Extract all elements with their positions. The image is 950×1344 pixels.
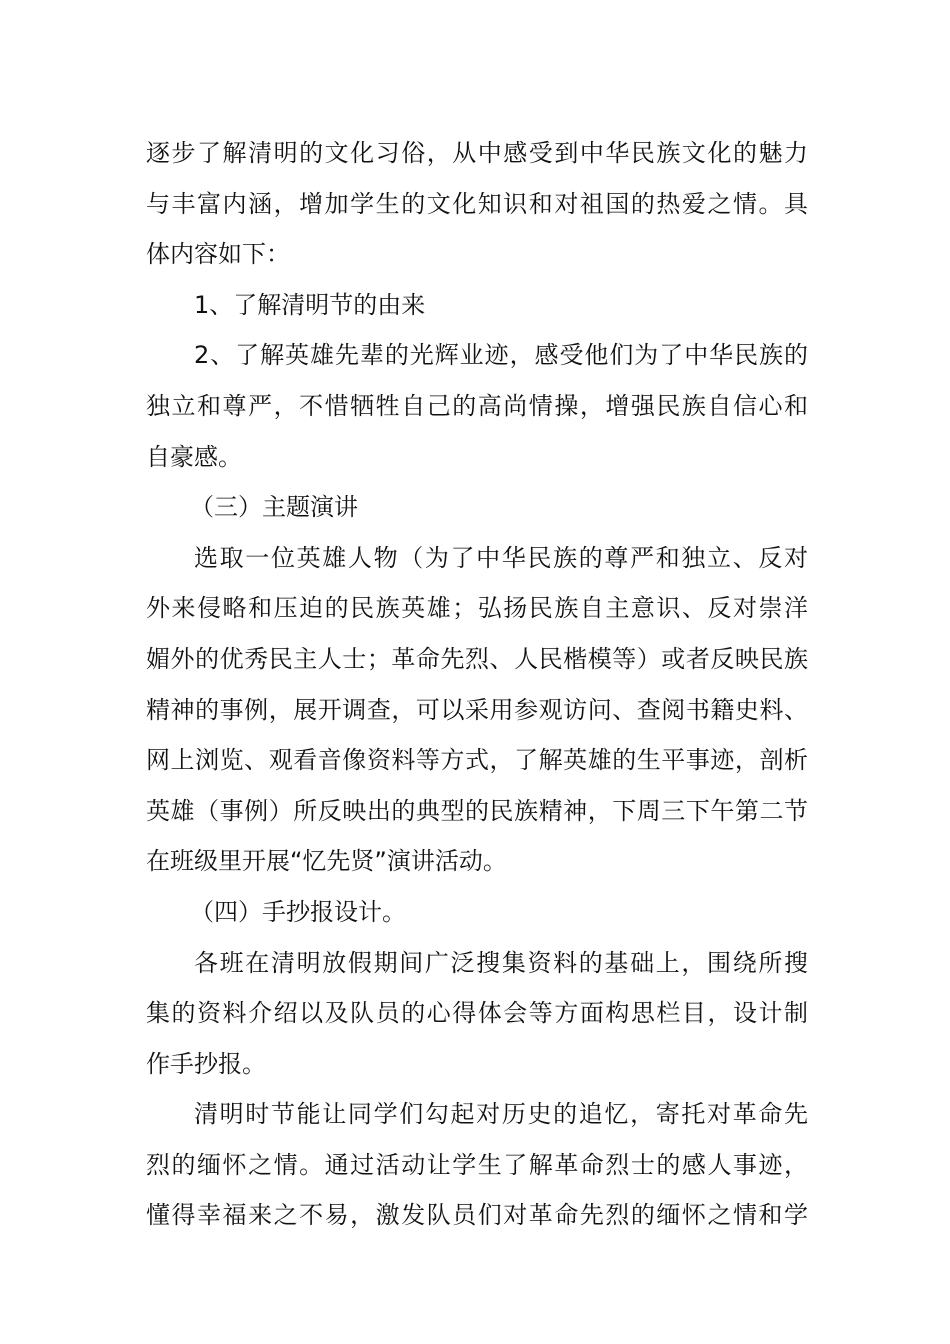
text-line: 选取一位英雄人物（为了中华民族的尊严和独立、反对	[194, 543, 808, 572]
text-line: 作手抄报。	[146, 1049, 266, 1078]
text-line: 独立和尊严，不惜牺牲自己的高尚情操，增强民族自信心和	[146, 391, 808, 420]
list-item: 2、了解英雄先辈的光辉业迹，感受他们为了中华民族的	[194, 341, 808, 370]
section-heading: （三）主题演讲	[190, 493, 358, 522]
list-item: 1、了解清明节的由来	[194, 290, 426, 319]
text-line: 体内容如下：	[146, 240, 290, 269]
text-line: 与丰富内涵，增加学生的文化知识和对祖国的热爱之情。具	[146, 189, 808, 218]
text-line: 媚外的优秀民主人士；革命先烈、人民楷模等）或者反映民族	[146, 644, 808, 673]
document-page	[146, 128, 808, 1241]
text-line: 各班在清明放假期间广泛搜集资料的基础上，围绕所搜	[194, 948, 808, 977]
text-line: 清明时节能让同学们勾起对历史的追忆，寄托对革命先	[194, 1100, 808, 1129]
text-line: 集的资料介绍以及队员的心得体会等方面构思栏目，设计制	[146, 999, 808, 1028]
text-line: 自豪感。	[146, 442, 242, 471]
section-heading: （四）手抄报设计。	[190, 897, 406, 926]
text-line: 外来侵略和压迫的民族英雄；弘扬民族自主意识、反对崇洋	[146, 594, 808, 623]
text-line: 精神的事例，展开调查，可以采用参观访问、查阅书籍史料、	[146, 695, 808, 724]
text-line: 英雄（事例）所反映出的典型的民族精神，下周三下午第二节	[146, 796, 808, 825]
text-line: 逐步了解清明的文化习俗，从中感受到中华民族文化的魅力	[146, 139, 808, 167]
text-line: 网上浏览、观看音像资料等方式，了解英雄的生平事迹，剖析	[146, 746, 808, 775]
text-line: 懂得幸福来之不易，激发队员们对革命先烈的缅怀之情和学	[146, 1201, 808, 1230]
text-line: 在班级里开展“忆先贤”演讲活动。	[146, 847, 507, 876]
text-line: 烈的缅怀之情。通过活动让学生了解革命烈士的感人事迹，	[146, 1150, 808, 1179]
